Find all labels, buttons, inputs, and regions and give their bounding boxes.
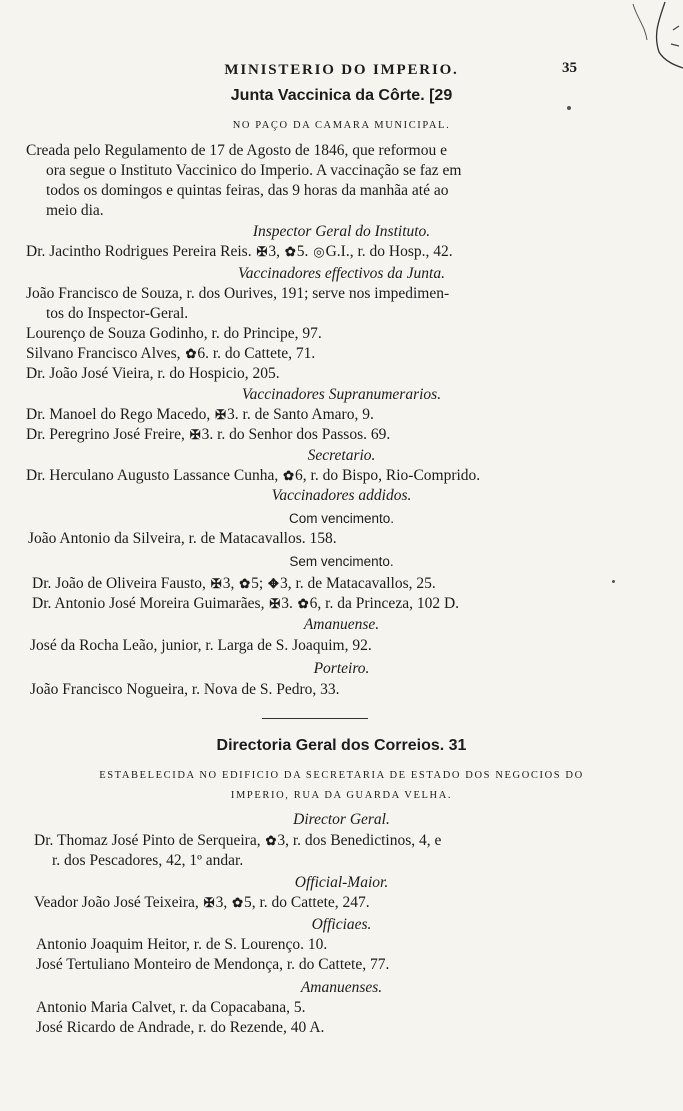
clerk-entry: José da Rocha Leão, junior, r. Larga de S. Joaquim, 92.: [30, 637, 372, 654]
correios-location-line-1: ESTABELECIDA NO EDIFICIO DA SECRETARIA DE ESTADO DOS NEGOCIOS DO: [99, 770, 584, 781]
ink-speck: [612, 580, 615, 583]
without-salary-2-address: r. da Princeza, 102 D.: [325, 595, 460, 612]
inspector-order-3: G.I.,: [325, 243, 354, 260]
without-salary-2: [32, 594, 459, 614]
correios-title: [0, 736, 683, 756]
supernumerary-1-order: 3.: [227, 406, 239, 423]
intro-line-2: ora segue o Instituto Vaccinico do Imperio. A vaccinação se faz em: [46, 162, 462, 179]
director-entry: [34, 831, 441, 851]
vaccinator-2: Lourenço de Souza Godinho, r. do Principe, 97.: [26, 325, 322, 342]
without-salary-2-order-2: 6,: [309, 595, 322, 612]
inspector-order-1: 3,: [268, 243, 280, 260]
star-order-icon: ✥: [268, 576, 279, 591]
chief-name: Veador João José Teixeira,: [34, 894, 199, 911]
without-salary-1-order-2: 5;: [251, 575, 264, 592]
inspector-order-2: 5.: [296, 243, 309, 260]
secretary-order: 6,: [295, 467, 307, 484]
attached-heading: Vaccinadores addidos.: [271, 487, 412, 504]
with-salary-heading: Com vencimento.: [288, 511, 395, 526]
without-salary-2-order-1: 3.: [281, 595, 293, 612]
without-salary-heading: Sem vencimento.: [289, 554, 394, 569]
chief-entry: [34, 893, 370, 913]
without-salary-1: [32, 574, 436, 594]
ministry-heading: MINISTERIO DO IMPERIO.: [224, 62, 459, 78]
chief-heading: Official-Maior.: [294, 874, 389, 891]
with-salary-entry: João Antonio da Silveira, r. de Matacavallos. 158.: [28, 530, 337, 547]
cross-order-icon: ✠: [210, 576, 222, 591]
secretary-entry: [26, 466, 480, 486]
chief-address: r. do Cattete, 247.: [259, 894, 370, 911]
rose-order-icon: ✿: [297, 596, 309, 611]
clerk-2: José Ricardo de Andrade, r. do Rezende, 40 A.: [36, 1019, 325, 1036]
cross-order-icon: ✠: [203, 895, 215, 910]
junta-title: [0, 86, 683, 106]
inspector-address: r. do Hosp., 42.: [357, 243, 453, 260]
officer-2: José Tertuliano Monteiro de Mendonça, r. do Cattete, 77.: [36, 956, 390, 973]
vaccinator-3-address: r. do Cattete, 71.: [212, 345, 316, 362]
director-order: 3,: [277, 832, 289, 849]
rose-order-icon: ✿: [232, 895, 243, 910]
inspector-entry: [26, 242, 453, 262]
rose-order-icon: ✿: [284, 244, 296, 259]
cross-order-icon: ✠: [269, 596, 281, 611]
vaccinator-1-line-1: João Francisco de Souza, r. dos Ourives, 191; serve nos impedimen-: [26, 285, 450, 302]
director-heading: Director Geral.: [293, 811, 390, 828]
vaccinators-heading: Vaccinadores effectivos da Junta.: [238, 265, 445, 282]
without-salary-1-order-3: 3,: [279, 575, 292, 592]
cross-order-icon: ✠: [256, 244, 268, 259]
chief-order-2: 5,: [243, 894, 256, 911]
supernumerary-1-address: r. de Santo Amaro, 9.: [242, 406, 374, 423]
supernumerary-1-name: Dr. Manoel do Rego Macedo,: [26, 406, 211, 423]
junta-location: NO PAÇO DA CAMARA MUNICIPAL.: [232, 120, 451, 131]
porter-heading: Porteiro.: [313, 660, 370, 677]
inspector-name: Dr. Jacintho Rodrigues Pereira Reis.: [26, 243, 252, 260]
junta-title-number: [29: [429, 87, 453, 104]
secretary-heading: Secretario.: [307, 447, 376, 464]
vaccinator-3: [26, 344, 315, 364]
supernumerary-heading: Vaccinadores Supranumerarios.: [241, 386, 442, 403]
rose-order-icon: ✿: [283, 468, 295, 483]
supernumerary-2: [26, 425, 390, 445]
rose-order-icon: ✿: [239, 576, 251, 591]
junta-title-text: Junta Vaccinica da Côrte.: [230, 87, 425, 104]
rose-order-icon: ✿: [265, 833, 277, 848]
section-divider: [262, 718, 368, 719]
director-name: Dr. Thomaz José Pinto de Serqueira,: [34, 832, 261, 849]
circle-order-icon: ◎: [313, 244, 325, 259]
porter-entry: João Francisco Nogueira, r. Nova de S. Pedro, 33.: [30, 681, 340, 698]
supernumerary-2-name: Dr. Peregrino José Freire,: [26, 426, 185, 443]
supernumerary-1: [26, 405, 374, 425]
clerk-heading: Amanuense.: [303, 616, 380, 633]
director-address: r. dos Benedictinos, 4, e: [292, 832, 442, 849]
without-salary-1-order-1: 3,: [222, 575, 235, 592]
ink-speck: [567, 106, 571, 110]
clerk-1: Antonio Maria Calvet, r. da Copacabana, 5.: [36, 999, 306, 1016]
rose-order-icon: ✿: [185, 346, 197, 361]
correios-title-text: Directoria Geral dos Correios.: [216, 737, 445, 754]
correios-location-line-2: IMPERIO, RUA DA GUARDA VELHA.: [230, 790, 453, 801]
page-number: 35: [562, 60, 577, 76]
vaccinator-4: Dr. João José Vieira, r. do Hospicio, 205.: [26, 365, 280, 382]
vaccinator-1-line-2: tos do Inspector-Geral.: [46, 305, 189, 322]
correios-title-number: 31: [448, 737, 467, 754]
officer-1: Antonio Joaquim Heitor, r. de S. Lourenço. 10.: [36, 936, 328, 953]
cross-order-icon: ✠: [215, 407, 227, 422]
inspector-heading: Inspector Geral do Instituto.: [252, 223, 431, 240]
clerks-heading: Amanuenses.: [300, 979, 383, 996]
without-salary-1-name: Dr. João de Oliveira Fausto,: [32, 575, 206, 592]
cross-order-icon: ✠: [189, 427, 201, 442]
director-address-2: r. dos Pescadores, 42, 1º andar.: [52, 852, 244, 869]
officers-heading: Officiaes.: [311, 916, 372, 933]
supernumerary-2-address: r. do Senhor dos Passos. 69.: [217, 426, 391, 443]
vaccinator-3-name: Silvano Francisco Alves,: [26, 345, 181, 362]
intro-line-3: todos os domingos e quintas feiras, das 9 horas da manhãa até ao: [46, 182, 449, 199]
secretary-name: Dr. Herculano Augusto Lassance Cunha,: [26, 467, 279, 484]
intro-line-1: Creada pelo Regulamento de 17 de Agosto de 1846, que reformou e: [26, 142, 447, 159]
chief-order-1: 3,: [215, 894, 228, 911]
secretary-address: r. do Bispo, Rio-Comprido.: [310, 467, 481, 484]
without-salary-1-address: r. de Matacavallos, 25.: [295, 575, 436, 592]
intro-line-4: meio dia.: [46, 202, 104, 219]
without-salary-2-name: Dr. Antonio José Moreira Guimarães,: [32, 595, 265, 612]
vaccinator-3-order: 6.: [197, 345, 209, 362]
supernumerary-2-order: 3.: [201, 426, 214, 443]
